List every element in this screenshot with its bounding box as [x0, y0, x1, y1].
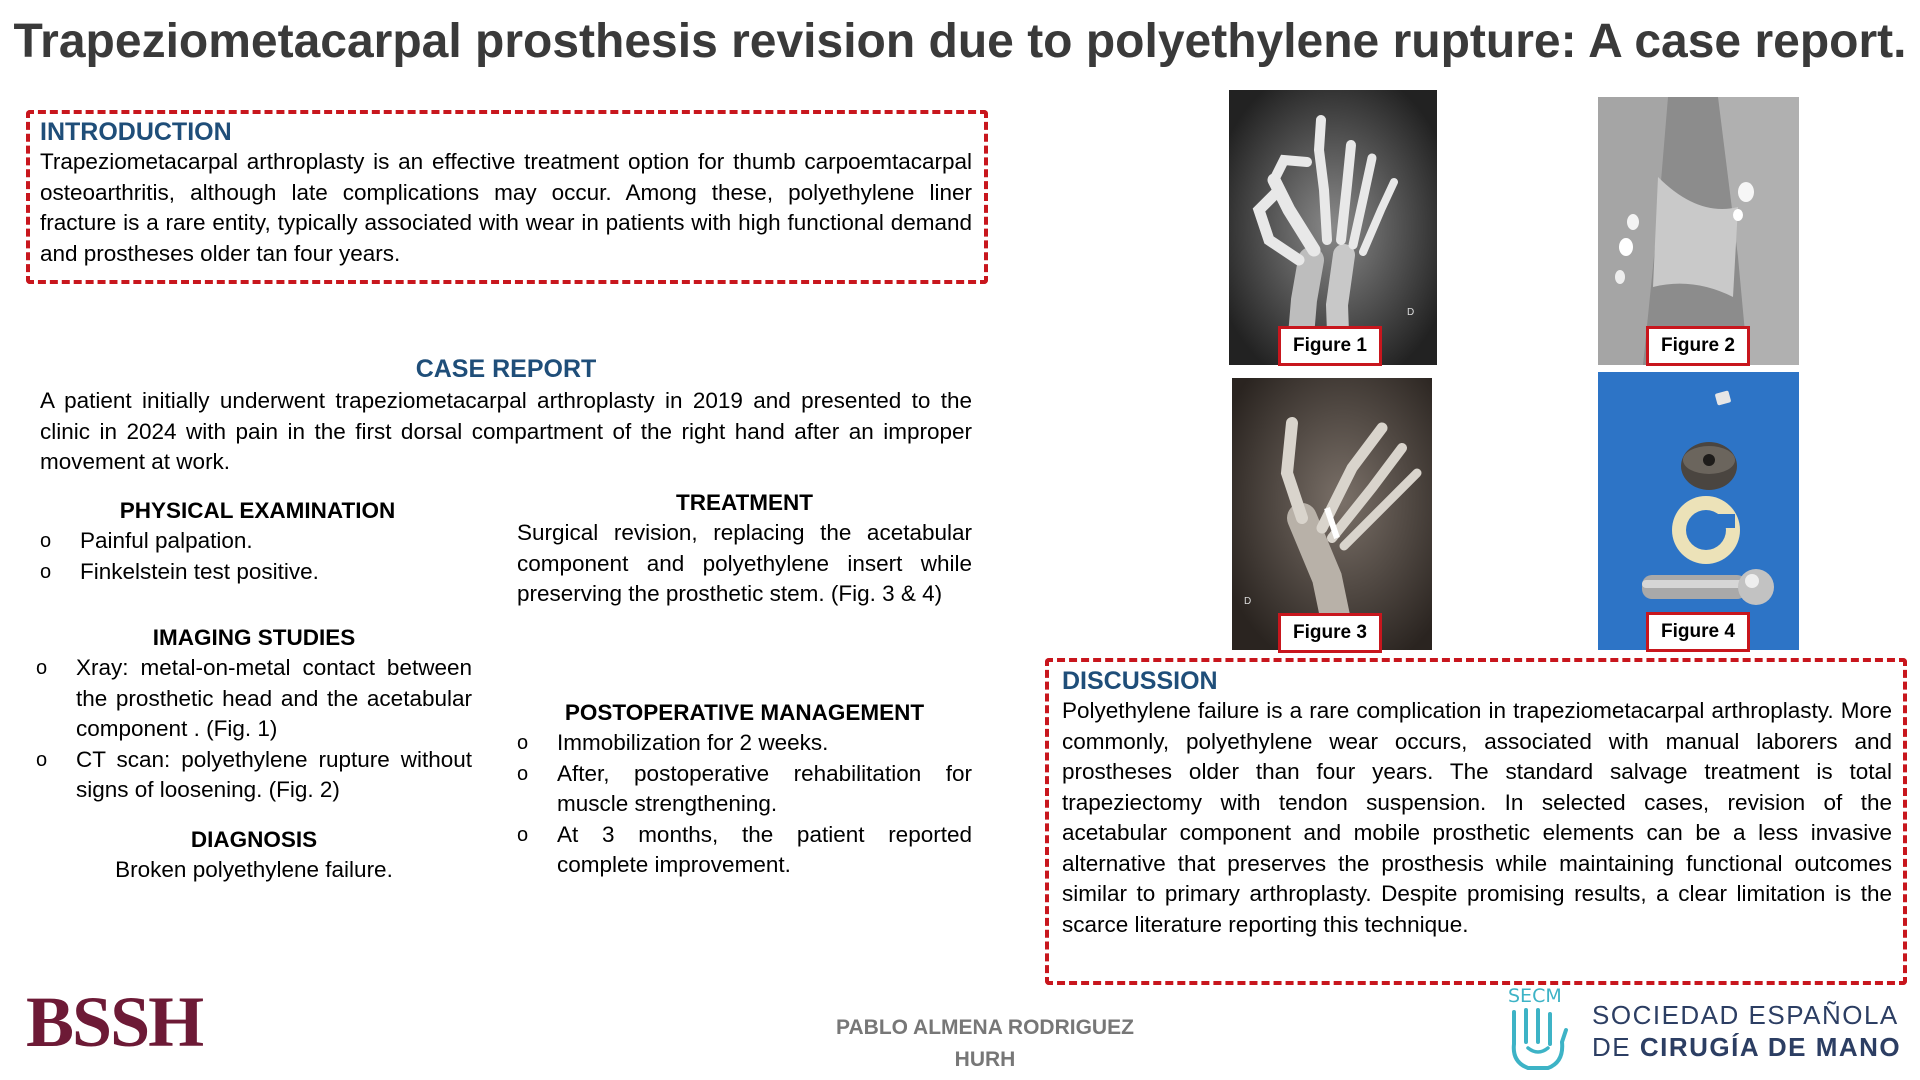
list-item: o At 3 months, the patient reported complete improvement. — [517, 821, 972, 877]
ct-scan-image — [1598, 97, 1799, 365]
secm-text-line2 — [1592, 1032, 1901, 1063]
discussion-section — [1062, 667, 1892, 940]
case-report-heading: CASE REPORT — [415, 355, 597, 383]
treatment-section — [517, 490, 972, 610]
figure-4-label: Figure 4 — [1646, 612, 1750, 652]
treatment-heading: TREATMENT — [675, 490, 814, 515]
secm-logo — [1504, 982, 1914, 1074]
prosthesis-components-image — [1598, 372, 1799, 650]
diagnosis-text: Broken polyethylene failure. — [115, 857, 393, 882]
hand-logo-icon — [1504, 982, 1574, 1074]
xray-marker: D — [1244, 596, 1252, 607]
introduction-heading: INTRODUCTION — [40, 118, 232, 146]
imaging-studies-list — [36, 653, 472, 806]
secm-logo-mark: SECM — [1508, 985, 1562, 1007]
figure-3-image — [1232, 378, 1432, 650]
case-report-section — [40, 355, 972, 478]
diagnosis-section — [36, 827, 472, 886]
introduction-text: Trapeziometacarpal arthroplasty is an effective treatment option for thumb carpoemtacarpal osteoarthritis, although late complications may occur. Among these, polyethylene liner fracture is a rare entity, typically associated with wear in patients with high functional demand and prostheses older tan four years. — [40, 149, 972, 266]
secm-text-line1: SOCIEDAD ESPAÑOLA — [1592, 1000, 1899, 1030]
figure-1-label: Figure 1 — [1278, 326, 1382, 366]
postoperative-heading: POSTOPERATIVE MANAGEMENT — [564, 700, 925, 725]
xray-marker: D — [1407, 307, 1415, 318]
xray-lateral-image — [1232, 378, 1432, 650]
physical-examination-heading: PHYSICAL EXAMINATION — [119, 498, 396, 523]
postoperative-list — [517, 728, 972, 881]
author-name: PABLO ALMENA RODRIGUEZ — [836, 1016, 1134, 1039]
imaging-studies-section — [36, 625, 472, 806]
author-block — [790, 1012, 1180, 1076]
figure-3-label: Figure 3 — [1278, 613, 1382, 653]
imaging-studies-heading: IMAGING STUDIES — [152, 625, 356, 650]
figure-4-image — [1598, 372, 1799, 650]
list-item: o Painful palpation. — [40, 528, 253, 553]
author-affiliation: HURH — [954, 1048, 1016, 1071]
figure-2-image — [1598, 97, 1799, 365]
bssh-logo: BSSH — [26, 982, 203, 1062]
list-item: o CT scan: polyethylene rupture without signs of loosening. (Fig. 2) — [36, 746, 472, 802]
postoperative-section — [517, 700, 972, 881]
list-item: o Finkelstein test positive. — [40, 558, 319, 584]
poster-title: Trapeziometacarpal prosthesis revision due to polyethylene rupture: A case report. — [13, 15, 1907, 68]
secm-text-line2-bold: CIRUGÍA DE MANO — [1639, 1032, 1902, 1062]
discussion-heading: DISCUSSION — [1062, 667, 1218, 695]
physical-examination-list — [40, 526, 475, 587]
list-item: o After, postoperative rehabilitation for muscle strengthening. — [517, 760, 972, 816]
treatment-text: Surgical revision, replacing the acetabular component and polyethylene insert while preserving the prosthetic stem. (Fig. 3 & 4) — [517, 520, 972, 606]
secm-text-line2-prefix: DE — [1592, 1032, 1640, 1062]
discussion-text: Polyethylene failure is a rare complication in trapeziometacarpal arthroplasty. More commonly, polyethylene wear occurs, associated with manual laborers and prostheses older than four years. The standard salvage treatment is total trapeziectomy with tendon suspension. In selected cases, revision of the acetabular component and mobile prosthetic elements can be a less invasive alternative that preserves the prosthesis while maintaining functional outcomes similar to primary arthroplasty. Despite promising results, a clear limitation is the scarce literature reporting this technique. — [1062, 698, 1892, 937]
list-item: o Xray: metal-on-metal contact between the prosthetic head and the acetabular component . (Fig. 1) — [36, 655, 472, 741]
introduction-section — [40, 118, 972, 269]
physical-examination-section — [40, 498, 475, 587]
figure-1-image — [1229, 90, 1437, 365]
figure-2-label: Figure 2 — [1646, 326, 1750, 366]
diagnosis-heading: DIAGNOSIS — [190, 827, 318, 852]
list-item: o Immobilization for 2 weeks. — [517, 730, 829, 755]
case-report-text: A patient initially underwent trapeziometacarpal arthroplasty in 2019 and presented to the clinic in 2024 with pain in the first dorsal compartment of the right hand after an improper movement at work. — [40, 388, 972, 474]
xray-hand-image — [1229, 90, 1437, 365]
